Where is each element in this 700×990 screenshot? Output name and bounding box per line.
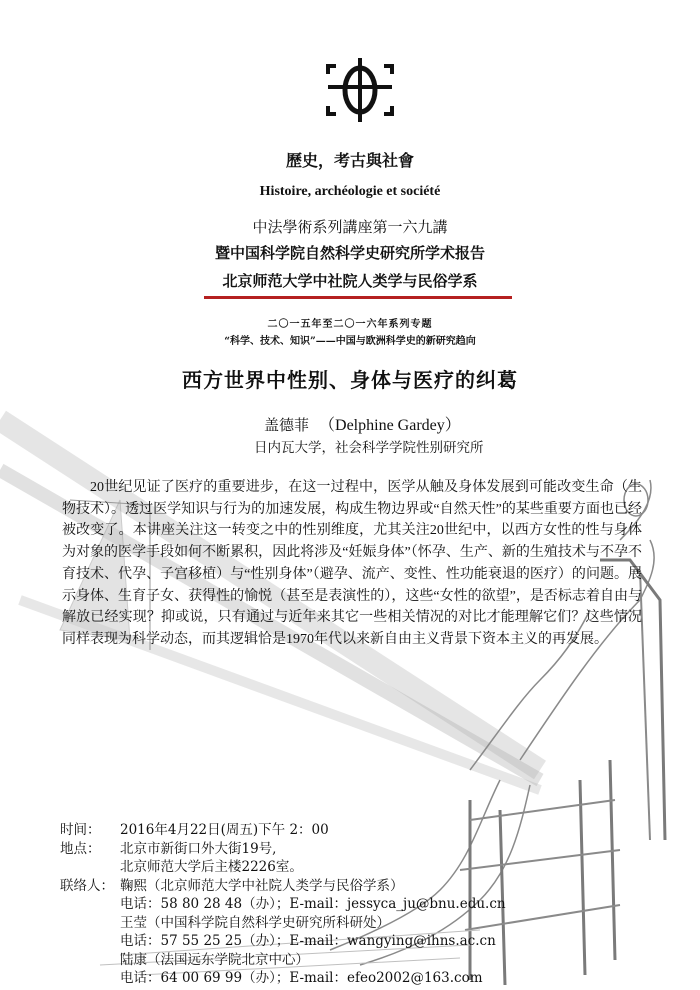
place-line-1: 北京市新街口外大街19号, — [120, 840, 277, 857]
contact-2-phone: 电话：57 55 25 25（办）；E-mail：wangying@ihns.ac.cn — [120, 933, 496, 949]
contact-label: 联络人： — [60, 877, 114, 894]
series-title-cn: 歷史，考古與社會 — [285, 151, 414, 170]
time-value: 2016年4月22日(周五)下午 2：00 — [120, 822, 329, 838]
speaker-name-en: （Delphine Gardey） — [319, 417, 461, 434]
contact-3-phone: 电话：64 00 69 99（办）；E-mail：efeo2002@163.com — [120, 970, 483, 986]
abstract-paragraph: 20世纪见证了医疗的重要进步，在这一过程中，医学从触及身体发展到可能改变生命（生物技术）。透过医学知识与行为的加速发展，构成生物边界或“自然天性”的某些重要方面也已经被改变了。本讲座关注这一转变之中的性别维度，尤其关注20世纪中，以西方女性的性与身体为对象的医学手段如何不断累积，因此将涉及“妊娠身体”（怀孕、生产、新的生殖技术与不孕不育技术、代孕、子宫移植）与“性别身体”（避孕、流产、变性、性功能衰退的医疗）的问题。展示身体、生育子女、获得性的愉悦（甚至是表演性的），这些“女性的欲望”，是否标志着自由与解放已经实现？抑或说，只有通过与近年来其它一些相关情况的对比才能理解它们？这些情况同样表现为科学动态，而其逻辑恰是1970年代以来新自由主义背景下资本主义的再发展。 — [62, 480, 642, 647]
speaker-name — [264, 412, 461, 435]
time-label: 时间： — [60, 822, 101, 838]
co-organizer-line-2: 北京师范大学中社院人类学与民俗学系 — [222, 272, 478, 290]
contact-2-name: 王莹（中国科学院自然科学史研究所科研处） — [120, 914, 390, 931]
contact-1-name: 鞠熙（北京师范大学中社院人类学与民俗学系） — [120, 877, 404, 894]
topic-series-line: 二〇一五年至二〇一六年系列专题 — [267, 319, 433, 330]
place-label: 地点： — [60, 840, 101, 857]
speaker-affiliation: 日内瓦大学，社会科学学院性别研究所 — [254, 440, 484, 456]
lecture-number: 中法學術系列講座第一六九講 — [252, 218, 448, 236]
place-line-2: 北京师范大学后主楼2226室。 — [120, 859, 303, 875]
red-divider — [204, 296, 512, 299]
speaker-name-cn: 盖德菲 — [264, 416, 310, 434]
contact-1-phone: 电话：58 80 28 48（办）；E-mail：jessyca_ju@bnu.edu.cn — [120, 896, 506, 912]
contact-3-name: 陆康（法国远东学院北京中心） — [120, 951, 309, 968]
efeo-emblem-icon — [322, 52, 398, 128]
topic-subtitle: “科学、技术、知识”——中国与欧洲科学史的新研究趋向 — [224, 336, 476, 347]
series-title-fr: Histoire, archéologie et société — [259, 184, 441, 199]
co-organizer-line-1: 暨中国科学院自然科学史研究所学术报告 — [214, 244, 485, 262]
lecture-title: 西方世界中性别、身体与医疗的纠葛 — [182, 368, 518, 392]
